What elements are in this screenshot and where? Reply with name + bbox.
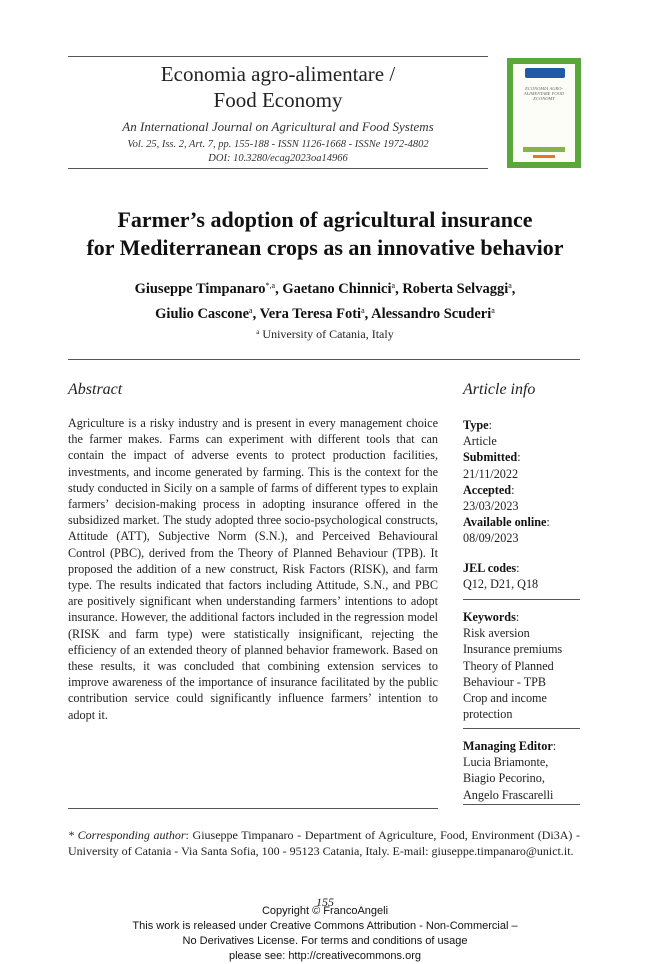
submitted-value: 21/11/2022 bbox=[463, 466, 519, 481]
editor-name: Lucia Briamonte, bbox=[463, 755, 549, 770]
author-line-2 bbox=[40, 300, 610, 325]
author-name: Gaetano Chinnici bbox=[282, 281, 392, 297]
journal-cover-image bbox=[507, 58, 581, 168]
author-affiliation-mark: a bbox=[391, 281, 396, 290]
author-affiliation-mark: a bbox=[508, 281, 512, 290]
keyword-item: Behaviour - TPB bbox=[463, 674, 547, 689]
abstract-rule-bottom bbox=[68, 808, 438, 809]
paper-title bbox=[40, 206, 610, 262]
article-info-heading: Article info bbox=[463, 381, 536, 398]
type-value: Article bbox=[463, 434, 497, 449]
keyword-item: protection bbox=[463, 707, 513, 722]
affiliation-text: University of Catania, Italy bbox=[262, 327, 394, 341]
license-line: No Derivatives License. For terms and conditions of usage bbox=[182, 935, 468, 947]
online-label: Available online bbox=[463, 515, 547, 530]
cover-title: ECONOMIA AGRO-ALIMENTARE FOOD ECONOMY bbox=[523, 86, 565, 101]
info-rule-2 bbox=[463, 728, 580, 729]
keyword-item: Theory of Planned bbox=[463, 658, 554, 673]
journal-title: Economia agro-alimentare / bbox=[160, 62, 396, 86]
submitted-label: Submitted bbox=[463, 450, 518, 465]
jel-value: Q12, D21, Q18 bbox=[463, 577, 539, 592]
author-affiliation-mark: a bbox=[491, 306, 495, 315]
author-affiliation-mark: *,a bbox=[265, 281, 276, 290]
jel-codes bbox=[463, 560, 588, 592]
title-rule bbox=[68, 359, 580, 360]
footnote-label: * Corresponding author bbox=[68, 828, 186, 842]
keywords bbox=[463, 609, 588, 722]
author-separator: , bbox=[395, 281, 403, 297]
author-name: Giuseppe Timpanaro bbox=[134, 281, 266, 297]
license-link[interactable]: please see: http://creativecommons.org bbox=[229, 950, 421, 962]
abstract-heading: Abstract bbox=[68, 381, 123, 398]
paper-title-line-2: for Mediterranean crops as an innovative behavior bbox=[86, 235, 564, 260]
journal-title-sub: Food Economy bbox=[213, 88, 343, 112]
author-line-1 bbox=[40, 275, 610, 300]
license-line: This work is released under Creative Commons Attribution - Non-Commercial – bbox=[132, 920, 518, 932]
accepted-row: Accepted: bbox=[463, 482, 515, 497]
author-separator: , bbox=[275, 281, 283, 297]
cover-logo bbox=[525, 68, 565, 78]
page-number: 155 bbox=[316, 895, 334, 909]
editor-label: Managing Editor bbox=[463, 739, 553, 753]
jel-row: JEL codes: bbox=[463, 561, 520, 575]
keyword-item: Insurance premiums bbox=[463, 642, 563, 657]
online-row: Available online: bbox=[463, 515, 550, 530]
keywords-row: Keywords: bbox=[463, 610, 520, 624]
editor-name: Angelo Frascarelli bbox=[463, 787, 554, 802]
author-separator: , bbox=[511, 281, 516, 297]
abstract-text: Agriculture is a risky industry and is present in every management choice the farmer makes. Farms can experiment with different tools that can contain the impact of adverse events to protect production facilities, investments, and income generated by farming. This is the context for the study conducted in Sicily on a sample of farms of different types to explain farmers’ decision-making process in adopting insurance offered in the subsidized market. The study adopted three socio-psychological constructs, Attitude (ATT), Subjective Norm (S.N.), and Perceived Behavioural Control (PBC), derived from the Theory of Planned Behaviour (TPB). It proposed the addition of a new construct, Risk Factors (RISK), and farm type. The results indicated that factors including Attitude, S.N., and PBC are positively significant when understanding farmers’ intentions to adopt insurance. However, the additional factors included in the regression model (RISK and farm type) were statistically insignificant, rejecting the efficiency of an extended theory of planned behavior framework. Based on these results, it was concluded that combining extension services to improve awareness of the importance of insurance facilitated by the public contribution service could significantly influence farmers’ intention to adopt it. bbox=[68, 416, 438, 722]
jel-label: JEL codes bbox=[463, 561, 517, 575]
paper-title-line-1: Farmer’s adoption of agricultural insurance bbox=[117, 207, 533, 232]
author-name: Vera Teresa Foti bbox=[259, 306, 362, 322]
online-value: 08/09/2023 bbox=[463, 531, 519, 546]
cover-publisher-mark bbox=[523, 147, 565, 152]
license-notice bbox=[0, 904, 650, 964]
copyright-line: Copyright © FrancoAngeli bbox=[261, 905, 389, 917]
header-rule-top bbox=[68, 56, 488, 57]
footnote-text: : Giuseppe Timpanaro - Department of Agriculture, Food, Environment (Di3A) - University of Catania - Via Santa Sofia, 100 - 95123 Catania, Italy. E-mail: giuseppe.timpanaro@unict.it. bbox=[68, 828, 581, 858]
managing-editors bbox=[463, 738, 588, 803]
author-name: Roberta Selvaggi bbox=[402, 281, 509, 297]
header-rule-bottom bbox=[68, 168, 488, 169]
author-list bbox=[40, 275, 610, 325]
submitted-row: Submitted: bbox=[463, 450, 521, 465]
keyword-item: Risk aversion bbox=[463, 626, 530, 641]
author-name: Giulio Cascone bbox=[155, 306, 250, 322]
author-affiliation-mark: a bbox=[361, 306, 365, 315]
journal-doi: DOI: 10.3280/ecag2023oa14966 bbox=[208, 153, 348, 164]
cover-publisher-mark-accent bbox=[533, 155, 555, 158]
journal-volume-info: Vol. 25, Iss. 2, Art. 7, pp. 155-188 - ISSN 1126-1668 - ISSNe 1972-4802 bbox=[127, 139, 429, 150]
accepted-value: 23/03/2023 bbox=[463, 499, 519, 514]
editor-row: Managing Editor: bbox=[463, 739, 557, 753]
affiliation-mark: a bbox=[256, 328, 260, 336]
author-name: Alessandro Scuderi bbox=[371, 306, 492, 322]
author-affiliation-mark: a bbox=[249, 306, 253, 315]
editor-name: Biagio Pecorino, bbox=[463, 771, 545, 786]
corresponding-author-footnote bbox=[68, 827, 580, 859]
info-rule-3 bbox=[463, 804, 580, 805]
journal-subtitle: An International Journal on Agricultural and Food Systems bbox=[122, 119, 434, 134]
keyword-item: Crop and income bbox=[463, 691, 547, 706]
author-separator: , bbox=[364, 306, 372, 322]
article-dates bbox=[463, 417, 588, 547]
author-separator: , bbox=[252, 306, 260, 322]
affiliation bbox=[40, 327, 610, 342]
accepted-label: Accepted bbox=[463, 482, 512, 497]
type-label: Type bbox=[463, 418, 489, 432]
keywords-label: Keywords bbox=[463, 610, 516, 624]
type-row: Type: bbox=[463, 418, 492, 432]
info-rule-1 bbox=[463, 599, 580, 600]
